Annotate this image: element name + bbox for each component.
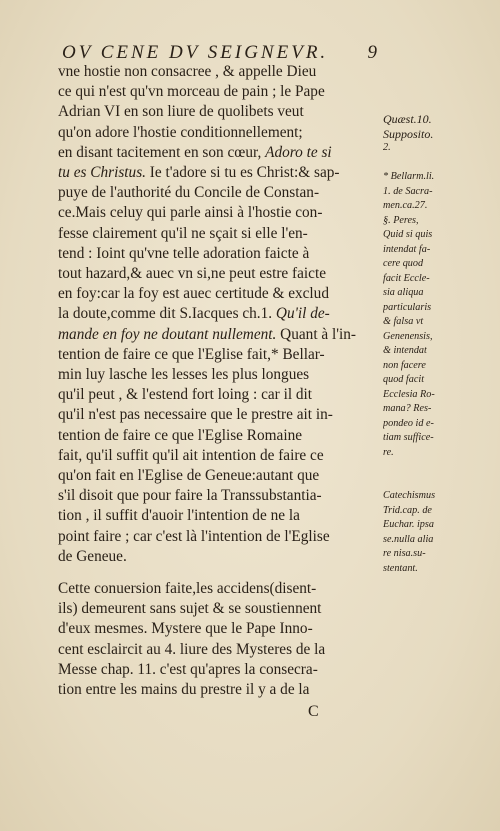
paragraph1-line: qu'il n'est pas necessaire que le prestre ait in-: [58, 406, 333, 424]
paragraph1-line: point faire ; car c'est là l'intention de l'Eglise: [58, 527, 330, 545]
margin-note: quod facit: [383, 374, 425, 385]
paragraph1-line: ce qui n'est qu'vn morceau de pain ; le Pape: [58, 83, 325, 101]
margin-note: Trid.cap. de: [383, 504, 432, 516]
paragraph1-line: fait, qu'il suffit qu'il ait intention de faire ce: [58, 446, 324, 464]
margin-note: men.ca.27.: [383, 200, 428, 211]
margin-note: se.nulla alia: [383, 533, 434, 545]
margin-note: facit Eccle-: [383, 272, 430, 284]
paragraph1-line: la doute,comme dit S.Iacques ch.1. Qu'il de-: [58, 305, 330, 323]
margin-note: Quid si quis: [383, 229, 433, 240]
paragraph1-line: Adrian VI en son liure de quolibets veut: [58, 103, 304, 121]
paragraph2-line: d'eux mesmes. Mystere que le Pape Inno-: [58, 620, 313, 638]
paragraph2-line: tion entre les mains du prestre il y a de la: [58, 681, 310, 699]
paragraph1-line: tout hazard,& auec vn si,ne peut estre faicte: [58, 265, 327, 283]
margin-note: Euchar. ipsa: [383, 519, 434, 530]
margin-note: re.: [383, 446, 394, 458]
paragraph1-line: ce.Mais celuy qui parle ainsi à l'hostie con-: [58, 204, 323, 222]
paragraph2-line: ils) demeurent sans sujet & se soustiennent: [58, 600, 322, 618]
paragraph1-line: tion , il suffit d'auoir l'intention de ne la: [58, 507, 300, 525]
margin-note: mana? Res-: [383, 403, 432, 414]
margin-note: tiam suffice-: [383, 432, 434, 443]
signature-mark: C: [308, 703, 319, 721]
paragraph1-line: tend : Ioint qu'vne telle adoration faicte à: [58, 244, 310, 262]
margin-note: Quæst.10.: [383, 112, 432, 126]
running-header: [62, 42, 380, 64]
margin-note: §. Peres,: [383, 214, 419, 226]
margin-note: particularis: [383, 301, 432, 313]
margin-note: [383, 475, 463, 490]
margin-note: Supposito.: [383, 126, 434, 141]
margin-note: & falsa vt: [383, 316, 424, 327]
paragraph1-line: tention de faire ce que l'Eglise Romaine: [58, 426, 303, 444]
paragraph2-line: Messe chap. 11. c'est qu'apres la consecra-: [58, 660, 318, 678]
paragraph1-line: qu'on fait en l'Eglise de Geneue:autant que: [58, 467, 320, 485]
margin-note: sia aliqua: [383, 287, 424, 298]
paragraph1-line: min luy lasche les lesses les plus longues: [58, 366, 310, 384]
paragraph1-line: puye de l'authorité du Concile de Constan-: [58, 184, 320, 202]
margin-note: stentant.: [383, 562, 418, 574]
margin-note: [383, 156, 463, 171]
margin-note: [383, 460, 463, 475]
paragraph1-line: mande en foy ne doutant nullement. Quant à l'in-: [58, 325, 357, 343]
paragraph2-line: cent esclaircit au 4. liure des Mysteres de la: [58, 640, 326, 658]
margin-note: Genenensis,: [383, 330, 433, 342]
paragraph1-line: vne hostie non consacree , & appelle Dieu: [58, 63, 317, 80]
margin-note: intendat fa-: [383, 243, 431, 255]
paragraph1-line: tention de faire ce que l'Eglise fait,* Bellar-: [58, 345, 325, 363]
margin-notes: [383, 112, 463, 576]
margin-note: * Bellarm.li.: [383, 171, 435, 182]
margin-note: Catechismus: [383, 490, 436, 501]
header-title: OV CENE DV SEIGNEVR.: [62, 42, 329, 63]
margin-note: non facere: [383, 359, 426, 371]
paragraph2-line: Cette conuersion faite,les accidens(disent-: [58, 580, 317, 598]
paragraph1-line: fesse clairement qu'il ne sçait si elle l'en-: [58, 224, 308, 242]
margin-note: & intendat: [383, 345, 427, 356]
margin-note: re nisa.su-: [383, 548, 426, 559]
paragraph1-line: en foy:car la foy est auec certitude & exclud: [58, 285, 329, 303]
margin-note: Ecclesia Ro-: [383, 388, 435, 400]
paragraph1-line: s'il disoit que pour faire la Transsubstantia-: [58, 487, 322, 505]
paragraph1-line: de Geneue.: [58, 547, 127, 565]
margin-note: 2.: [383, 142, 391, 153]
margin-note: pondeo id e-: [383, 417, 434, 429]
page-number: 9: [367, 42, 380, 63]
paragraph1-line: qu'il peut , & l'estend fort loing : car il dit: [58, 386, 313, 404]
margin-note: 1. de Sacra-: [383, 185, 433, 197]
margin-note: cere quod: [383, 258, 424, 269]
paragraph1-line: qu'on adore l'hostie conditionnellement;: [58, 123, 303, 141]
paragraph1-line: en disant tacitement en son cœur, Adoro te si: [58, 143, 332, 161]
main-text: [58, 62, 385, 723]
paragraph1-line: tu es Christus. Ie t'adore si tu es Christ:& sap-: [58, 164, 340, 182]
